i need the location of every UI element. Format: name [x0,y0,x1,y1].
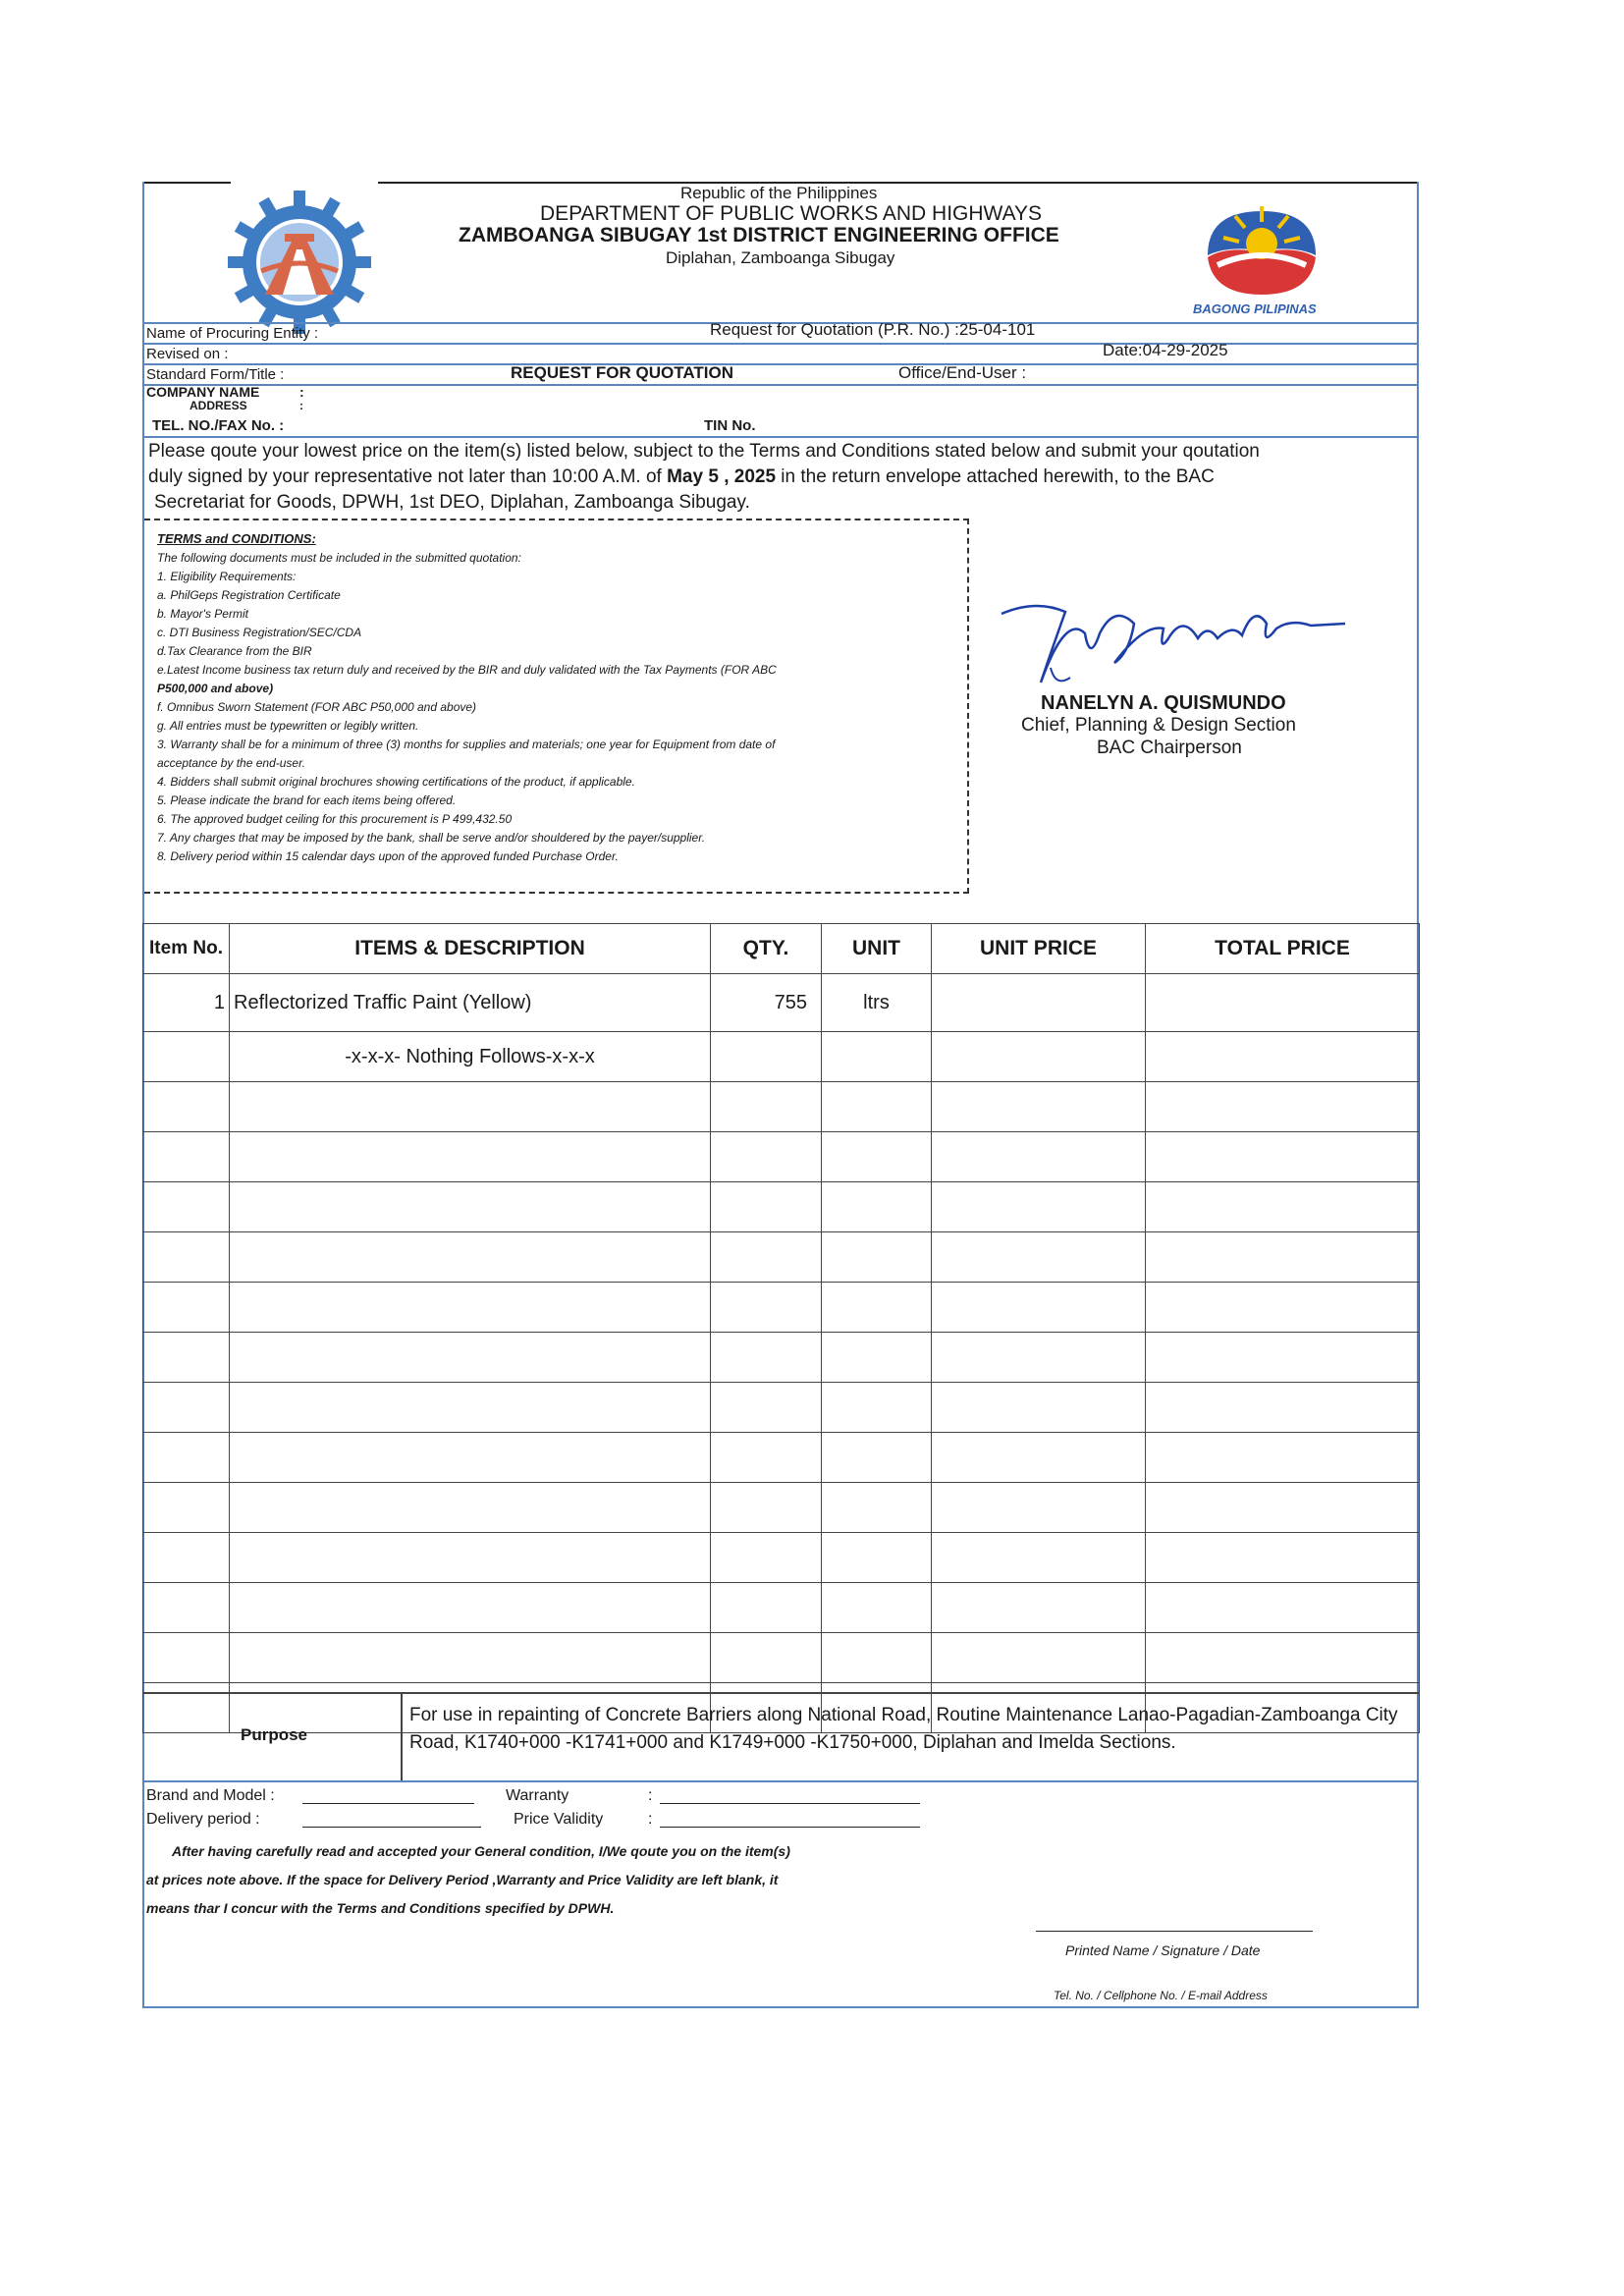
cell-description [230,1132,711,1182]
cell-unit-price [932,1583,1146,1633]
rfq-number-label: Request for Quotation (P.R. No.) :25-04-101 [710,320,1036,339]
cell-total-price [1146,1483,1420,1533]
table-row [143,1232,1420,1283]
items-table [142,923,1420,1733]
cell-unit [822,1533,932,1583]
frame-top-right [378,182,1419,184]
cell-item-no [143,1433,230,1483]
cell-unit [822,1283,932,1333]
table-row [143,1082,1420,1132]
table-row [143,974,1420,1032]
dpwh-gear-seal-icon [226,189,373,336]
cell-total-price [1146,974,1420,1032]
printed-name-line [1036,1931,1313,1932]
date-label: Date:04-29-2025 [1103,341,1228,359]
warranty-label: Warranty [506,1787,569,1804]
cell-description [230,1433,711,1483]
cell-unit-price [932,1333,1146,1383]
purpose-label: Purpose [241,1725,308,1744]
office-name: ZAMBOANGA SIBUGAY 1st DISTRICT ENGINEERING OFFICE [459,224,1059,246]
instructions-line-3: Secretariat for Goods, DPWH, 1st DEO, Diplahan, Zamboanga Sibugay. [154,492,750,513]
cell-item-no [143,1182,230,1232]
cell-unit [822,1032,932,1082]
company-name-label: COMPANY NAME [146,384,260,400]
rfq-form [142,182,1419,2008]
cell-item-no [143,1082,230,1132]
bagong-pilipinas-logo-icon [1198,196,1326,304]
cell-total-price [1146,1082,1420,1132]
price-validity-label: Price Validity [514,1811,604,1828]
cell-total-price [1146,1383,1420,1433]
purpose-section [142,1692,1419,1782]
cell-description [230,1583,711,1633]
cell-qty [711,1483,822,1533]
cell-qty [711,1383,822,1433]
cell-qty [711,1082,822,1132]
republic-text: Republic of the Philippines [680,184,878,202]
cell-item-no [143,1032,230,1082]
terms-line: g. All entries must be typewritten or legibly written. [157,719,419,733]
revised-on-label: Revised on : [146,346,229,362]
acceptance-line-2: at prices note above. If the space for Delivery Period ,Warranty and Price Validity are left blank, it [146,1872,779,1887]
terms-line: 4. Bidders shall submit original brochures showing certifications of the product, if applicable. [157,775,635,789]
delivery-period-line [302,1827,481,1828]
tel-fax-label: TEL. NO./FAX No. : [152,417,285,434]
cell-item-no [143,1633,230,1683]
instructions-line-2 [148,465,1366,489]
table-row [143,1132,1420,1182]
cell-item-no [143,1132,230,1182]
cell-unit [822,1383,932,1433]
cell-description [230,1283,711,1333]
fields-divider-5 [142,436,1419,438]
cell-total-price [1146,1433,1420,1483]
terms-line: 6. The approved budget ceiling for this procurement is P 499,432.50 [157,812,513,826]
frame-bottom [142,2006,1419,2008]
warranty-line [660,1803,920,1804]
terms-line: e.Latest Income business tax return duly and received by the BIR and duly validated with the Tax Payments (FOR ABC [157,663,777,677]
cell-qty [711,1333,822,1383]
cell-qty [711,1533,822,1583]
purpose-divider [401,1694,403,1780]
table-row [143,1283,1420,1333]
terms-line: The following documents must be included in the submitted quotation: [157,551,521,565]
table-row [143,1583,1420,1633]
cell-qty: 755 [711,974,822,1032]
cell-qty [711,1032,822,1082]
frame-top-left [142,182,231,184]
signatory-position: Chief, Planning & Design Section [1021,715,1296,736]
delivery-period-label: Delivery period : [146,1811,260,1828]
acceptance-line-3: means thar I concur with the Terms and Conditions specified by DPWH. [146,1900,615,1916]
terms-line: 7. Any charges that may be imposed by the bank, shall be serve and/or shouldered by the payer/supplier. [157,831,706,845]
cell-unit-price [932,1032,1146,1082]
terms-line: 3. Warranty shall be for a minimum of three (3) months for supplies and materials; one year for Equipment from date of [157,738,776,751]
cell-total-price [1146,1633,1420,1683]
cell-unit-price [932,1483,1146,1533]
cell-description [230,1232,711,1283]
terms-list [157,549,777,866]
price-validity-line [660,1827,920,1828]
col-header-item-no: Item No. [143,924,230,974]
cell-unit-price [932,1633,1146,1683]
table-row [143,1032,1420,1082]
table-row [143,1633,1420,1683]
cell-description: Reflectorized Traffic Paint (Yellow) [230,974,711,1032]
cell-description [230,1082,711,1132]
price-validity-colon: : [648,1811,653,1828]
terms-line: b. Mayor's Permit [157,607,248,621]
col-header-unit: UNIT [822,924,932,974]
cell-unit [822,1483,932,1533]
brand-model-label: Brand and Model : [146,1787,275,1804]
cell-unit: ltrs [822,974,932,1032]
terms-line: c. DTI Business Registration/SEC/CDA [157,626,362,639]
terms-line: 5. Please indicate the brand for each items being offered. [157,793,457,807]
terms-line: acceptance by the end-user. [157,756,305,770]
bagong-pilipinas-text: BAGONG PILIPINAS [1193,301,1317,316]
cell-qty [711,1283,822,1333]
cell-item-no [143,1533,230,1583]
form-title: REQUEST FOR QUOTATION [511,363,733,382]
cell-unit-price [932,1433,1146,1483]
cell-item-no [143,1383,230,1433]
table-row [143,1333,1420,1383]
cell-unit [822,1583,932,1633]
company-name-colon: : [299,384,304,400]
cell-unit-price [932,1132,1146,1182]
cell-unit [822,1232,932,1283]
address-colon: : [299,399,303,412]
cell-unit [822,1333,932,1383]
cell-qty [711,1182,822,1232]
table-header-row [143,924,1420,974]
terms-title: TERMS and CONDITIONS: [157,531,316,546]
cell-total-price [1146,1032,1420,1082]
fields-divider-3 [142,363,1419,365]
instructions-line-1: Please qoute your lowest price on the item(s) listed below, subject to the Terms and Conditions stated below and submit your qoutation [148,441,1260,462]
cell-description [230,1333,711,1383]
cell-unit-price [932,1082,1146,1132]
printed-name-caption: Printed Name / Signature / Date [1065,1942,1261,1958]
cell-total-price [1146,1283,1420,1333]
cell-item-no [143,1583,230,1633]
contact-caption: Tel. No. / Cellphone No. / E-mail Address [1054,1989,1268,2002]
signatory-role: BAC Chairperson [1097,738,1242,758]
cell-qty [711,1132,822,1182]
cell-unit-price [932,1283,1146,1333]
acceptance-line-1: After having carefully read and accepted your General condition, I/We qoute you on the item(s) [172,1843,790,1859]
warranty-colon: : [648,1787,653,1804]
col-header-qty: QTY. [711,924,822,974]
cell-unit-price [932,1182,1146,1232]
cell-description [230,1182,711,1232]
instructions-line-2c: in the return envelope attached herewith, to the BAC [776,466,1215,487]
cell-total-price [1146,1533,1420,1583]
deadline-date: May 5 , 2025 [667,466,777,487]
office-end-user-label: Office/End-User : [898,363,1027,382]
cell-total-price [1146,1232,1420,1283]
cell-total-price [1146,1132,1420,1182]
instructions-line-2a: duly signed by your representative not later than 10:00 A.M. of [148,466,668,487]
cell-total-price [1146,1182,1420,1232]
cell-unit-price [932,1232,1146,1283]
cell-unit [822,1132,932,1182]
cell-unit [822,1633,932,1683]
cell-qty [711,1232,822,1283]
cell-item-no [143,1283,230,1333]
cell-description: -x-x-x- Nothing Follows-x-x-x [230,1032,711,1082]
tin-label: TIN No. [704,417,756,434]
cell-item-no: 1 [143,974,230,1032]
cell-description [230,1533,711,1583]
cell-unit-price [932,1533,1146,1583]
office-location: Diplahan, Zamboanga Sibugay [666,248,895,267]
terms-line: P500,000 and above) [157,682,274,695]
table-row [143,1483,1420,1533]
table-row [143,1533,1420,1583]
cell-total-price [1146,1333,1420,1383]
purpose-text: For use in repainting of Concrete Barriers along National Road, Routine Maintenance Lanao-Pagadian-Zamboanga City Road, K1740+000 -K1741+000 and K1749+000 -K1750+000, Diplahan and Imelda Sections. [409,1705,1398,1753]
cell-item-no [143,1232,230,1283]
address-label: ADDRESS [189,399,247,412]
col-header-total-price: TOTAL PRICE [1146,924,1420,974]
cell-unit-price [932,974,1146,1032]
cell-description [230,1483,711,1533]
terms-line: f. Omnibus Sworn Statement (FOR ABC P50,000 and above) [157,700,477,714]
cell-total-price [1146,1583,1420,1633]
procuring-entity-label: Name of Procuring Entity : [146,325,319,342]
cell-qty [711,1433,822,1483]
signature-icon [997,594,1350,702]
terms-line: 8. Delivery period within 15 calendar days upon of the approved funded Purchase Order. [157,849,619,863]
cell-qty [711,1583,822,1633]
table-row [143,1433,1420,1483]
cell-item-no [143,1333,230,1383]
brand-model-line [302,1803,474,1804]
table-row [143,1383,1420,1433]
cell-unit [822,1182,932,1232]
cell-unit [822,1082,932,1132]
cell-qty [711,1633,822,1683]
standard-form-label: Standard Form/Title : [146,366,285,383]
signatory-name: NANELYN A. QUISMUNDO [1041,692,1286,714]
col-header-unit-price: UNIT PRICE [932,924,1146,974]
terms-line: a. PhilGeps Registration Certificate [157,588,341,602]
table-row [143,1182,1420,1232]
cell-unit-price [932,1383,1146,1433]
cell-description [230,1633,711,1683]
cell-unit [822,1433,932,1483]
department-name: DEPARTMENT OF PUBLIC WORKS AND HIGHWAYS [540,202,1043,225]
cell-description [230,1383,711,1433]
terms-line: d.Tax Clearance from the BIR [157,644,312,658]
col-header-description: ITEMS & DESCRIPTION [230,924,711,974]
cell-item-no [143,1483,230,1533]
fields-divider-4 [142,384,1419,386]
terms-line: 1. Eligibility Requirements: [157,570,297,583]
